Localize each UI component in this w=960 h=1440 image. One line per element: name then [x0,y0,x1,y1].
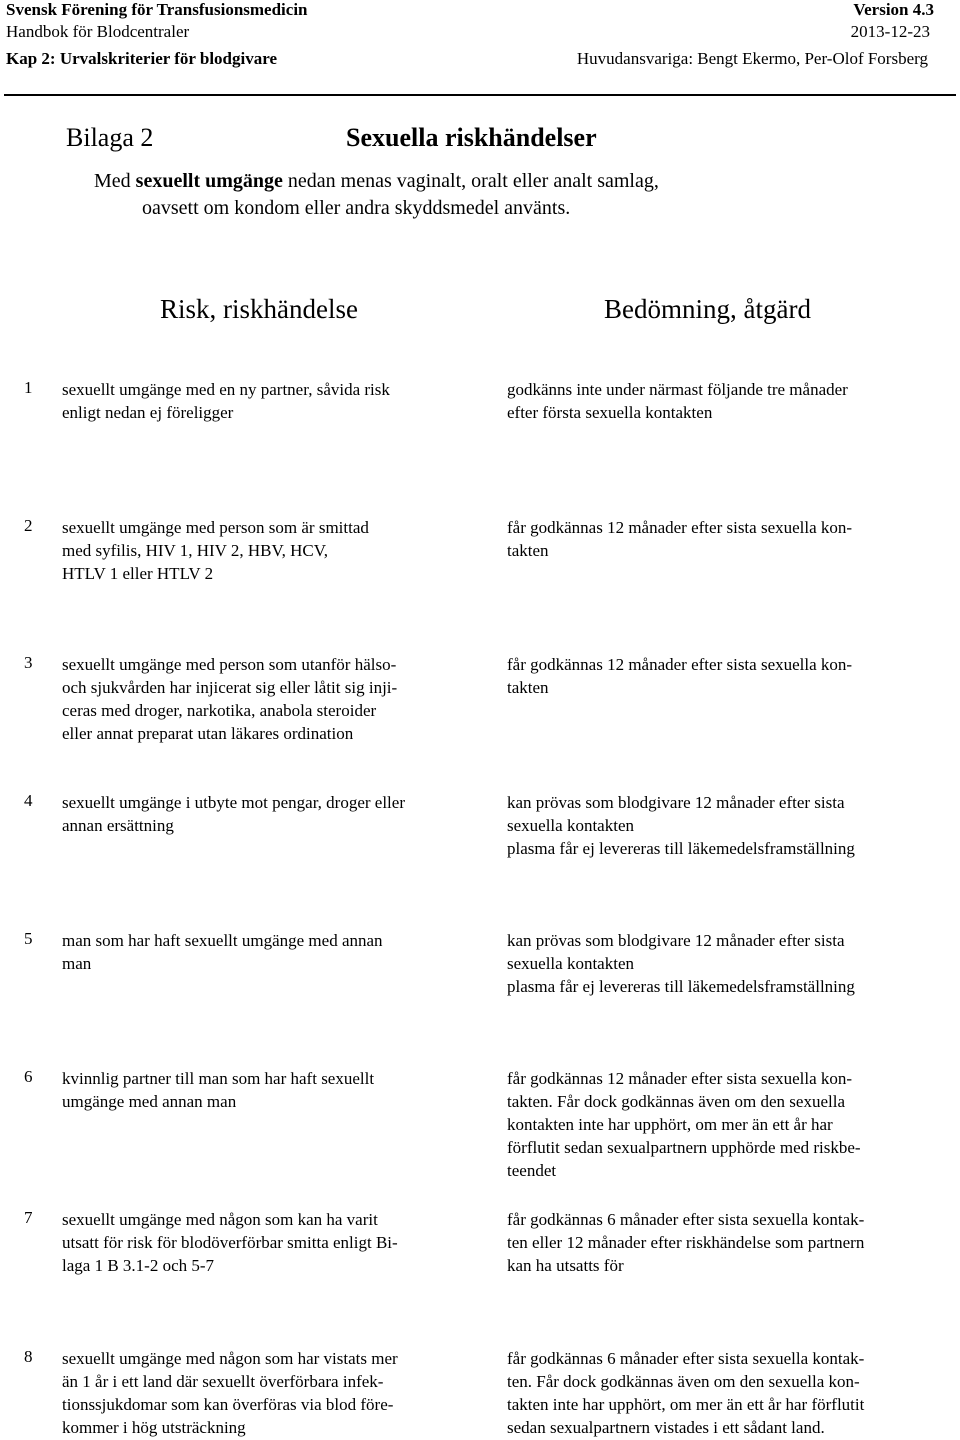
column-header-action: Bedömning, åtgärd [604,294,811,324]
risk-line: annan ersättning [62,816,174,835]
action-line: kan prövas som blodgivare 12 månader efter sista [507,793,845,812]
row-number: 4 [24,791,33,810]
row-action [507,378,848,424]
risk-line: eller annat preparat utan läkares ordination [62,724,354,743]
row-action [507,929,855,998]
action-line: plasma får ej levereras till läkemedelsframställning [507,839,855,858]
action-line: efter första sexuella kontakten [507,403,713,422]
row-action [507,791,855,860]
intro-pre: Med [94,170,136,192]
row-number: 1 [24,378,33,397]
row-number: 8 [24,1347,33,1366]
action-line: ten eller 12 månader efter riskhändelse som partnern [507,1233,865,1252]
row-action [507,516,852,562]
risk-line: sexuellt umgänge i utbyte mot pengar, droger eller [62,793,405,812]
header-org: Svensk Förening för Transfusionsmedicin [6,0,308,19]
row-risk [62,929,383,975]
intro-line-2: oavsett om kondom eller andra skyddsmedel använts. [142,197,571,219]
risk-line: man [62,954,92,973]
action-line: plasma får ej levereras till läkemedelsframställning [507,977,855,996]
column-header-risk: Risk, riskhändelse [160,294,358,324]
action-line: kan ha utsatts för [507,1256,624,1275]
row-risk [62,516,369,585]
action-line: får godkännas 12 månader efter sista sexuella kon- [507,655,853,674]
header-chapter: Kap 2: Urvalskriterier för blodgivare [6,49,278,68]
risk-line: enligt nedan ej föreligger [62,403,234,422]
row-number: 7 [24,1208,33,1227]
row-action [507,1208,864,1277]
row-number: 2 [24,516,33,535]
action-line: takten [507,678,549,697]
risk-line: ceras med droger, narkotika, anabola steroider [62,701,377,720]
action-line: takten inte har upphört, om mer än ett år har förflutit [507,1395,865,1414]
risk-line: än 1 år i ett land där sexuellt överförbara infek- [62,1372,384,1391]
row-action [507,1067,861,1182]
row-number: 3 [24,653,33,672]
risk-line: sexuellt umgänge med en ny partner, såvida risk [62,380,390,399]
row-number: 6 [24,1067,33,1086]
header-responsible: Huvudansvariga: Bengt Ekermo, Per-Olof Forsberg [576,49,928,68]
row-risk [62,791,405,837]
action-line: sexuella kontakten [507,816,634,835]
page-title: Sexuella riskhändelser [346,123,597,152]
risk-line: sexuellt umgänge med någon som kan ha varit [62,1210,378,1229]
risk-line: HTLV 1 eller HTLV 2 [62,564,214,583]
risk-line: laga 1 B 3.1-2 och 5-7 [62,1256,215,1275]
action-line: godkänns inte under närmast följande tre månader [507,380,848,399]
header-date: 2013-12-23 [850,22,930,41]
action-line: kontakten inte har upphört, om mer än ett år har [507,1115,833,1134]
action-line: förflutit sedan sexualpartnern upphörde med riskbe- [507,1138,861,1157]
risk-line: sexuellt umgänge med person som utanför hälso- [62,655,397,674]
intro-post: nedan menas vaginalt, oralt eller analt samlag, [282,170,659,192]
risk-line: umgänge med annan man [62,1092,237,1111]
appendix-label: Bilaga 2 [66,123,154,152]
action-line: sexuella kontakten [507,954,634,973]
row-action [507,1347,864,1439]
row-risk [62,378,390,424]
action-line: ten. Får dock godkännas även om den sexuella kon- [507,1372,860,1391]
action-line: kan prövas som blodgivare 12 månader efter sista [507,931,845,950]
intro-line-1 [94,170,659,193]
action-line: sedan sexualpartnern vistades i ett sådant land. [507,1418,825,1437]
action-line: får godkännas 12 månader efter sista sexuella kon- [507,1069,853,1088]
row-risk [62,1067,374,1113]
action-line: får godkännas 6 månader efter sista sexuella kontak- [507,1349,865,1368]
risk-line: utsatt för risk för blodöverförbar smitta enligt Bi- [62,1233,398,1252]
risk-line: sexuellt umgänge med person som är smittad [62,518,369,537]
row-number: 5 [24,929,33,948]
risk-line: man som har haft sexuellt umgänge med annan [62,931,383,950]
risk-line: kommer i hög utsträckning [62,1418,246,1437]
row-risk [62,653,397,745]
risk-line: tionssjukdomar som kan överföras via blod före- [62,1395,394,1414]
header-divider [4,94,956,96]
header-version: Version 4.3 [853,0,934,19]
header-handbook: Handbok för Blodcentraler [6,22,190,41]
risk-line: med syfilis, HIV 1, HIV 2, HBV, HCV, [62,541,329,560]
risk-line: och sjukvården har injicerat sig eller låtit sig inji- [62,678,398,697]
action-line: takten [507,541,549,560]
action-line: teendet [507,1161,557,1180]
risk-line: sexuellt umgänge med någon som har vistats mer [62,1349,398,1368]
row-risk [62,1208,398,1277]
action-line: får godkännas 6 månader efter sista sexuella kontak- [507,1210,865,1229]
intro-bold-term: sexuellt umgänge [135,170,283,192]
action-line: takten. Får dock godkännas även om den sexuella [507,1092,846,1111]
risk-line: kvinnlig partner till man som har haft sexuellt [62,1069,375,1088]
row-action [507,653,852,699]
row-risk [62,1347,398,1439]
action-line: får godkännas 12 månader efter sista sexuella kon- [507,518,853,537]
